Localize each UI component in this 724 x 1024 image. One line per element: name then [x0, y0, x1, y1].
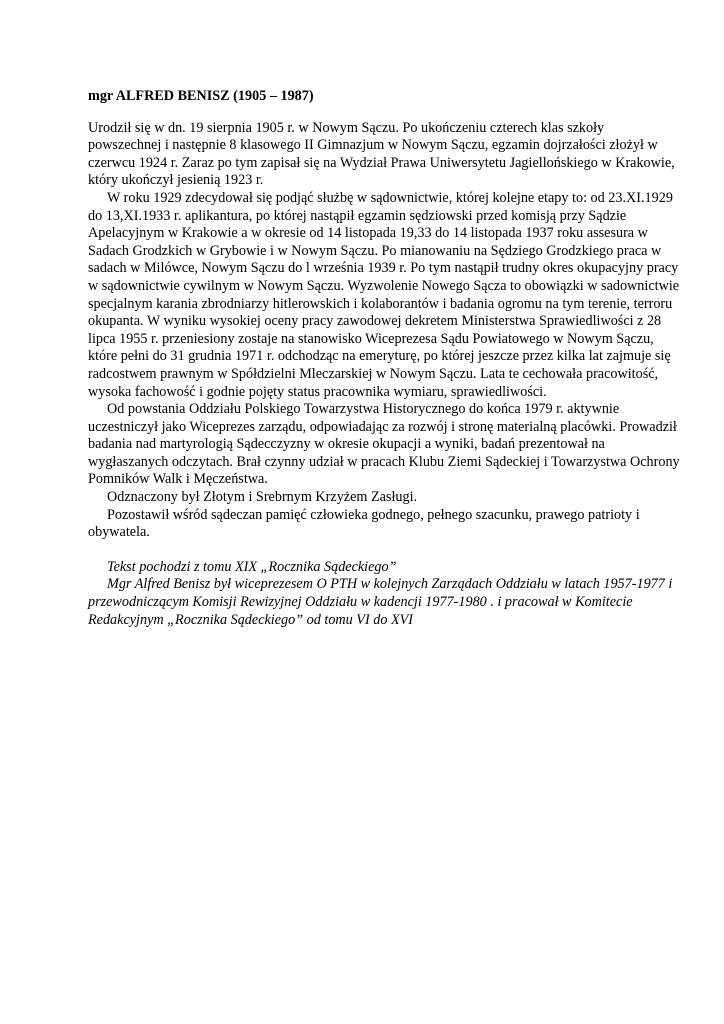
- section-spacer: [88, 542, 680, 559]
- paragraph-judicial-career: W roku 1929 zdecydował się podjąć służbę w sądownictwie, której kolejne etapy to: od 23.XI.1929 do 13,XI.1933 r. aplikantura, po której nastąpił egzamin sędziowski przed komisją przy Sądzie Apelacyjnym w Krakowie a w okresie od 14 listopada 19,33 do 14 listopada 1937 roku assesura w Sadach Grodzkich w Grybowie i w Nowym Sączu. Po mianowaniu na Sędziego Grodzkiego praca w sadach w Milówce, Nowym Sączu do l września 1939 r. Po tym nastąpił trudny okres okupacyjny pracy w sądownictwie cywilnym w Nowym Sączu. Wyzwolenie Nowego Sącza to obowiązki w sadownictwie specjalnym karania zbrodniarzy hitlerowskich i kolaborantów i badania ogromu na tym terenie, terroru okupanta. W wyniku wysokiej oceny pracy zawodowej dekretem Ministerstwa Sprawiedliwości z 28 lipca 1955 r. przeniesiony zostaje na stanowisko Wiceprezesa Sądu Powiatowego w Nowym Sączu, które pełni do 31 grudnia 1971 r. odchodząc na emeryturę, po której jeszcze przez kilka lat zajmuje się radcostwem prawnym w Spółdzielni Mleczarskiej w Nowym Sączu. Lata te cechowała pracowitość, wysoka fachowość i godnie pojęty status pracownika wymiaru, sprawiedliwości.: [88, 189, 680, 400]
- note-source: Tekst pochodzi z tomu XIX „Rocznika Sądeckiego”: [107, 558, 397, 575]
- paragraph-birth-education: Urodził się w dn. 19 sierpnia 1905 r. w Nowym Sączu. Po ukończeniu czterech klas szkoły powszechnej i następnie 8 klasowego II Gimnazjum w Nowym Sączu, egzamin dojrzałości złożył w czerwcu 1924 r. Zaraz po tym zapisał się na Wydział Prawa Uniwersytetu Jagiellońskiego w Krakowie, który ukończył jesienią 1923 r.: [88, 119, 675, 189]
- note-biography-addendum: Mgr Alfred Benisz był wiceprezesem O PTH w kolejnych Zarządach Oddziału w latach 1957-1977 i przewodniczącym Komisji Rewizyjnej Oddziału w kadencji 1977-1980 . i pracował w Komitecie Redakcyjnym „Rocznika Sądeckiego” od tomu VI do XVI: [88, 576, 673, 628]
- document-title: mgr ALFRED BENISZ (1905 – 1987): [88, 88, 314, 104]
- document-page: [88, 88, 680, 629]
- paragraph-historical-society: Od powstania Oddziału Polskiego Towarzystwa Historycznego do końca 1979 r. aktywnie uczestniczył jako Wiceprezes zarządu, odpowiadając za rozwój i stronę materialną placówki. Prowadził badania nad martyrologią Sądecczyzny w okresie okupacji a wyniki, badań prezentował na wygłaszanych odczytach. Brał czynny udział w pracach Klubu Ziemi Sądeckiej i Towarzystwa Ochrony Pomników Walk i Męczeństwa.: [88, 401, 680, 488]
- paragraph-legacy: Pozostawił wśród sądeczan pamięć człowieka godnego, pełnego szacunku, prawego patrioty i obywatela.: [88, 506, 640, 541]
- paragraph-decorations: Odznaczony był Złotym i Srebrnym Krzyżem Zasługi.: [107, 489, 418, 506]
